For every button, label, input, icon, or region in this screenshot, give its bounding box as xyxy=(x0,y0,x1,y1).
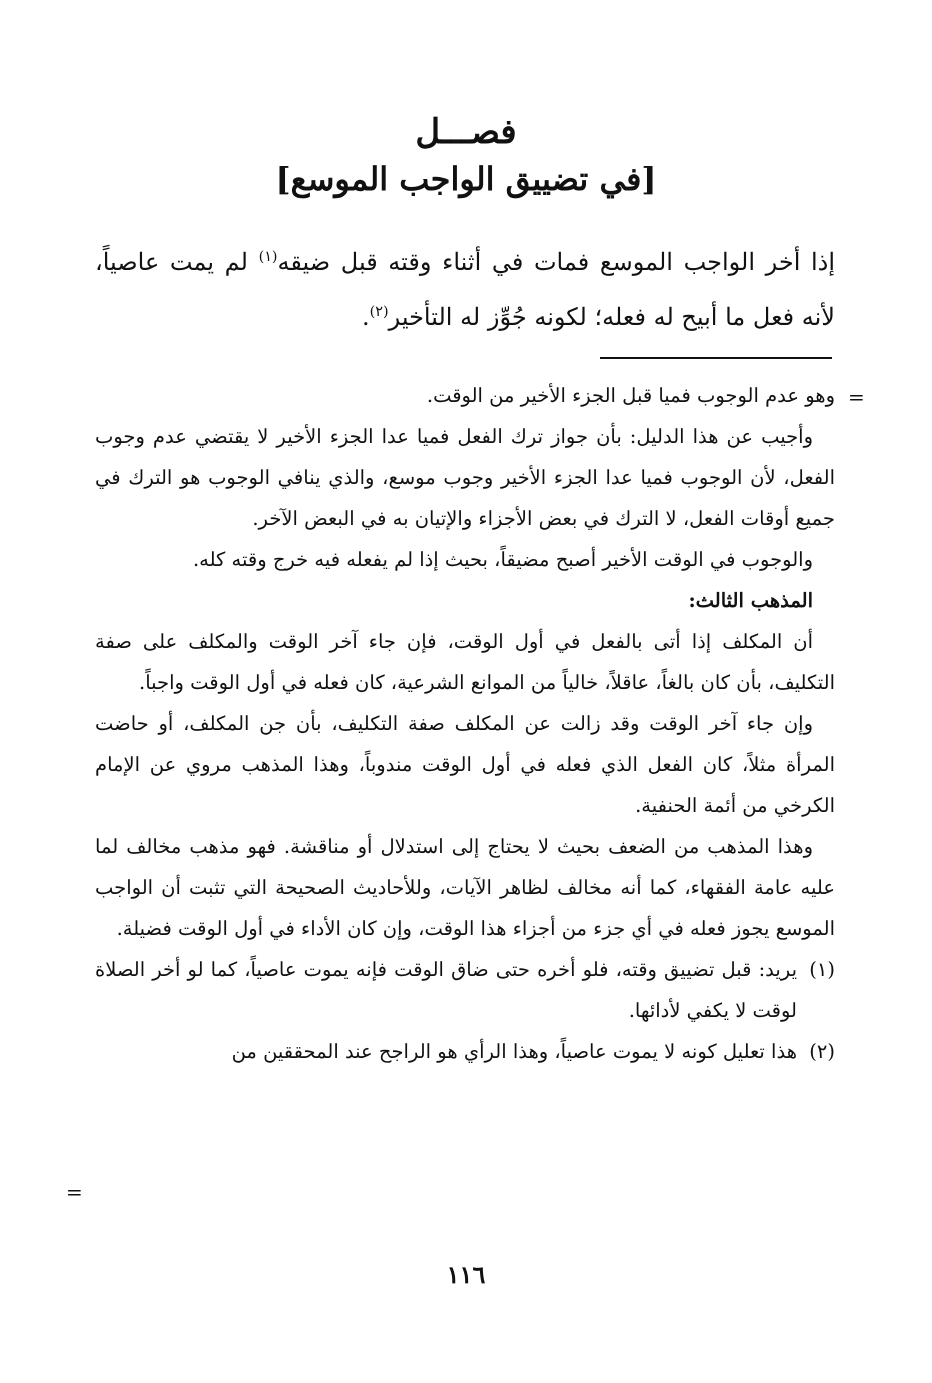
main-text-part1: إذا أخر الواجب الموسع فمات في أثناء وقته قبل ضيقه xyxy=(277,248,836,276)
footnote-subheading: المذهب الثالث: xyxy=(688,589,813,612)
footnote-ref-1[interactable]: (١) xyxy=(258,249,278,265)
footnotes-area xyxy=(95,375,835,1072)
footnote-2-number: (٢) xyxy=(809,1040,835,1063)
main-text-part3: . xyxy=(361,303,370,331)
page-number: ١١٦ xyxy=(446,1260,486,1289)
footnote-continuation-mark: = xyxy=(848,385,865,409)
footnote-end-mark: = xyxy=(66,1180,83,1204)
section-subtitle: [في تضييق الواجب الموسع] xyxy=(275,160,657,198)
main-text-part2: لم يمت عاصياً، لأنه فعل ما أبيح له فعله؛ لكونه جُوِّز له التأخير xyxy=(95,248,835,331)
footnote-paragraph: وأجيب عن هذا الدليل: بأن جواز ترك الفعل فميا عدا الجزء الأخير لا يقتضي عدم وجوب الفعل، لأن الوجوب فميا عدا الجزء الأخير وجوب موسع، والذي ينافي الوجوب هو الترك في جميع أوقات الفعل، لا الترك في بعض الأجزاء والإتيان به في البعض الآخر. xyxy=(95,425,835,530)
footnote-1-number: (١) xyxy=(809,958,835,981)
footnote-paragraph: والوجوب في الوقت الأخير أصبح مضيقاً، بحيث إذا لم يفعله فيه خرج وقته كله. xyxy=(192,548,813,571)
footnote-2 xyxy=(95,1031,835,1072)
main-text xyxy=(95,232,835,342)
footnote-paragraph: وهذا المذهب من الضعف بحيث لا يحتاج إلى استدلال أو مناقشة. فهو مذهب مخالف لما عليه عامة الفقهاء، كما أنه مخالف لظاهر الآيات، وللأحاديث الصحيحة التي تثبت أن الواجب الموسع يجوز فعله في أي جزء من أجزاء هذا الوقت، وإن كان الأداء في أول الوقت فضيلة. xyxy=(95,835,835,940)
footnote-1-text: يريد: قبل تضييق وقته، فلو أخره حتى ضاق الوقت فإنه يموت عاصياً، كما لو أخر الصلاة لوقت لا يكفي لأدائها. xyxy=(95,958,797,1022)
footnote-paragraph: وهو عدم الوجوب فميا قبل الجزء الأخير من الوقت. xyxy=(426,384,835,407)
footnote-paragraph: وإن جاء آخر الوقت وقد زالت عن المكلف صفة التكليف، بأن جن المكلف، أو حاضت المرأة مثلاً، كان الفعل الذي فعله في أول الوقت مندوباً، وهذا المذهب مروي عن الإمام الكرخي من أئمة الحنفية. xyxy=(95,712,835,817)
footnote-separator xyxy=(600,357,832,359)
section-title: فصـــل xyxy=(415,112,517,152)
footnote-2-text: هذا تعليل كونه لا يموت عاصياً، وهذا الرأي هو الراجح عند المحققين من xyxy=(231,1040,797,1063)
footnote-paragraph: أن المكلف إذا أتى بالفعل في أول الوقت، فإن جاء آخر الوقت والمكلف على صفة التكليف، بأن كان بالغاً، عاقلاً، خالياً من الموانع الشرعية، كان فعله في أول الوقت واجباً. xyxy=(95,630,835,694)
footnote-ref-2[interactable]: (٢) xyxy=(369,304,389,320)
footnote-1 xyxy=(95,949,835,1031)
